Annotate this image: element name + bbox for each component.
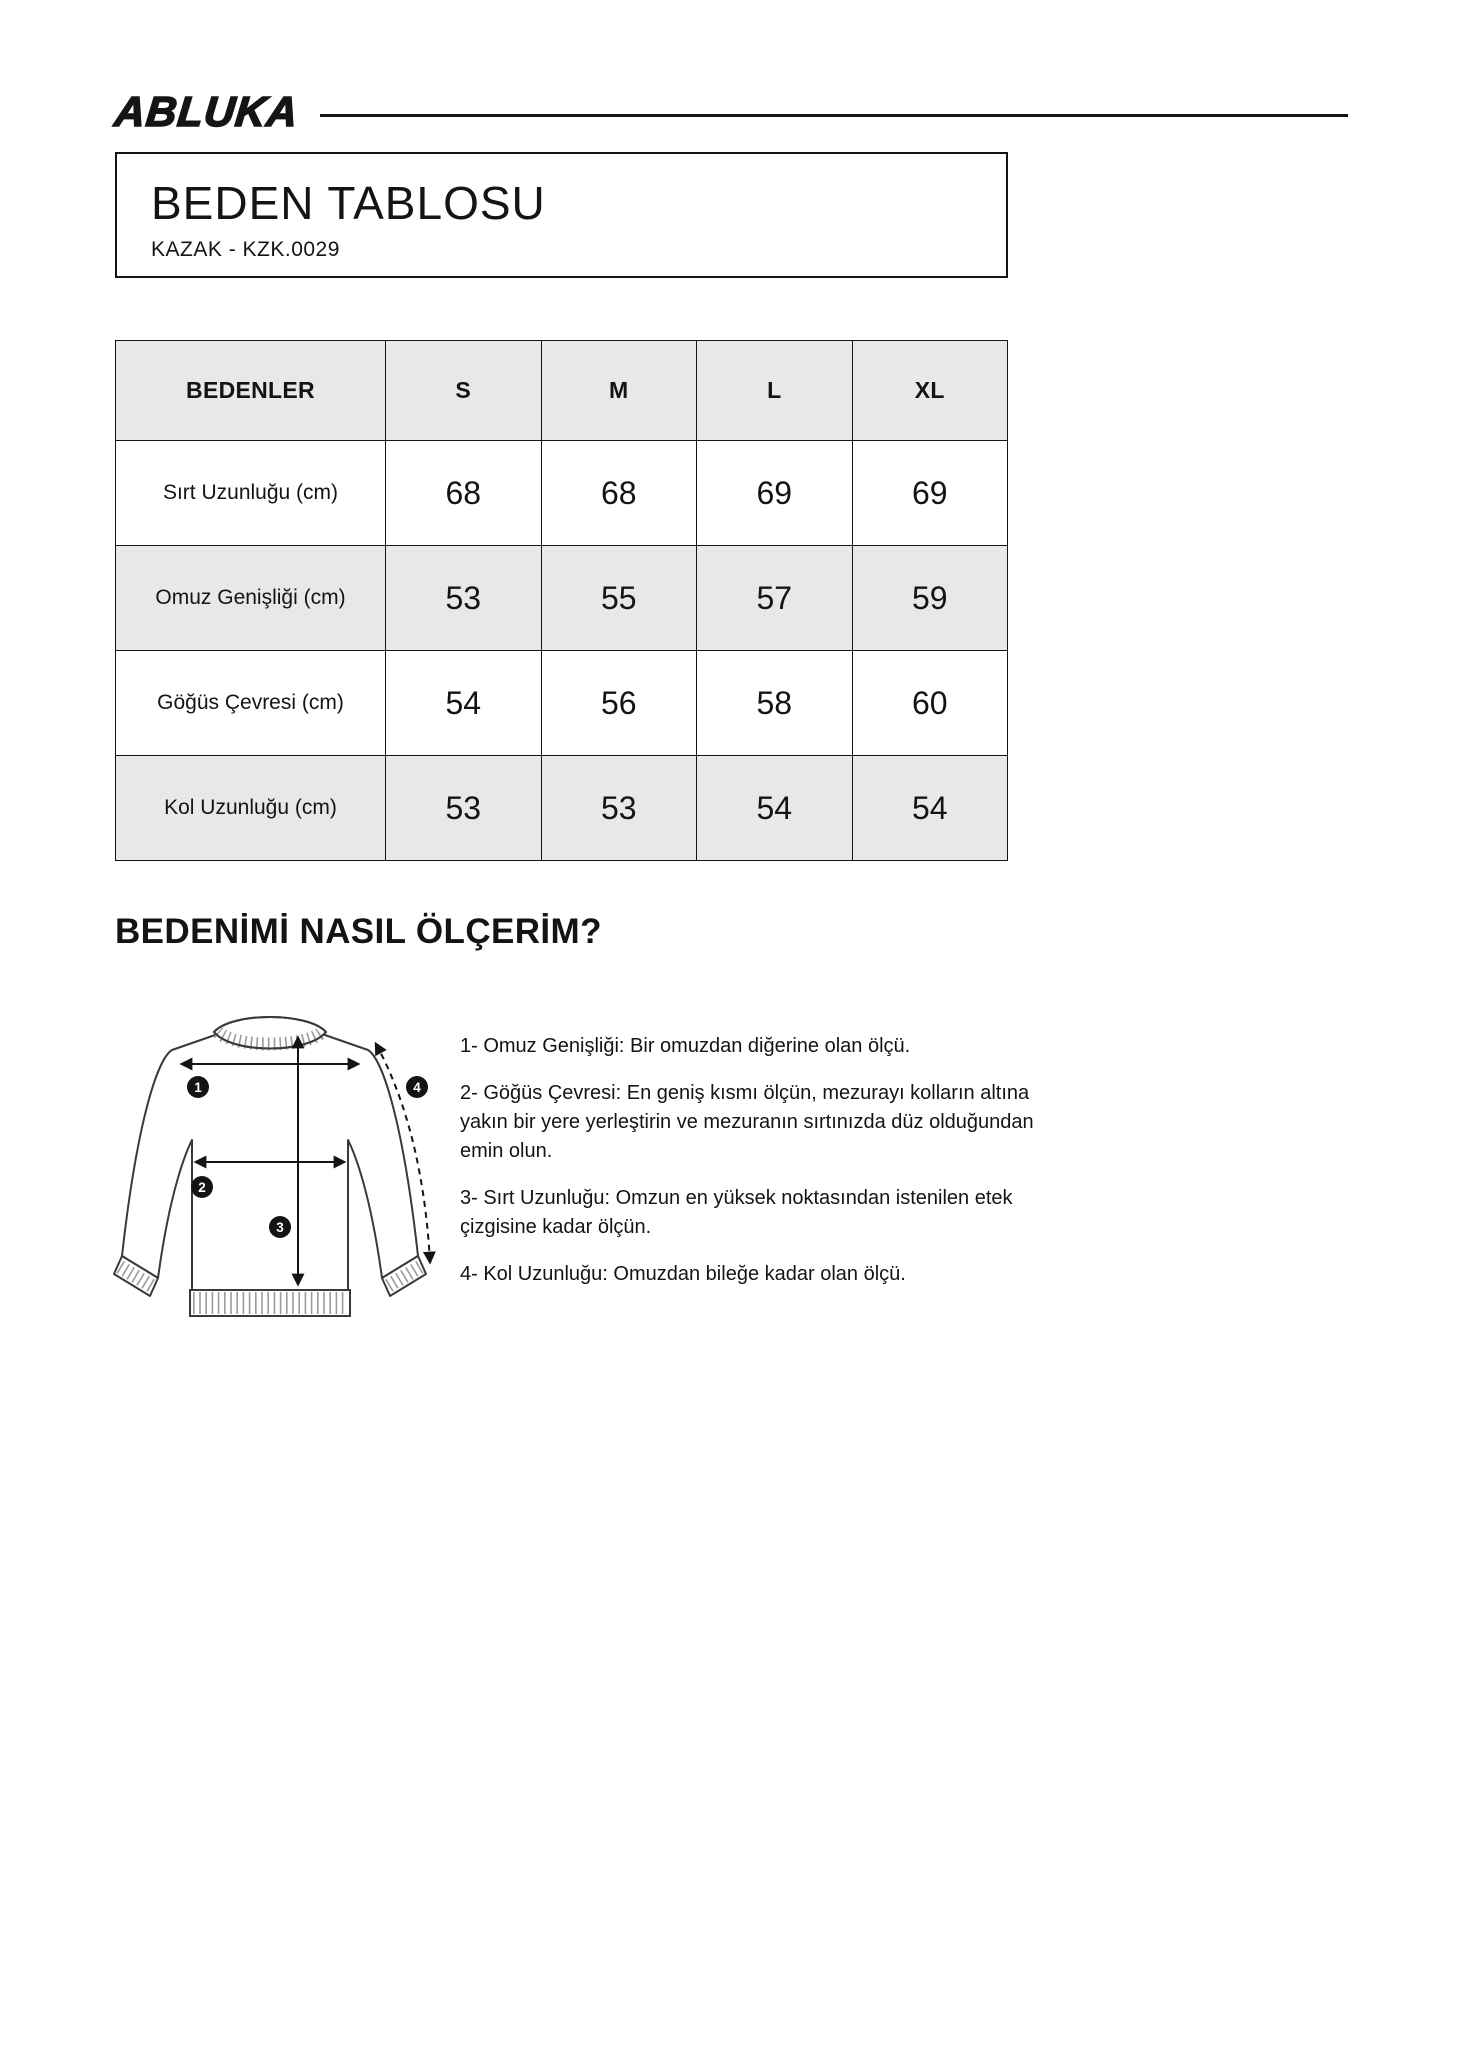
svg-text:3: 3 — [276, 1220, 284, 1235]
size-cell: 53 — [386, 546, 542, 651]
size-cell: 69 — [852, 441, 1008, 546]
title-box — [115, 152, 1008, 278]
size-cell: 56 — [541, 651, 697, 756]
col-header-sizes: BEDENLER — [116, 341, 386, 441]
size-cell: 68 — [386, 441, 542, 546]
size-table — [115, 340, 1008, 861]
table-row — [116, 546, 1008, 651]
col-header-xl: XL — [852, 341, 1008, 441]
instruction-sleeve-length: 4- Kol Uzunluğu: Omuzdan bileğe kadar olan ölçü. — [460, 1263, 906, 1285]
row-label: Sırt Uzunluğu (cm) — [116, 441, 386, 546]
diagram-marker-1 — [187, 1076, 209, 1098]
size-cell: 59 — [852, 546, 1008, 651]
hem-band — [190, 1290, 350, 1316]
col-header-s: S — [386, 341, 542, 441]
instruction-chest: 2- Göğüs Çevresi: En geniş kısmı ölçün, mezurayı kolların altına yakın bir yere yerleştirin ve mezuranın sırtınızda düz olduğundan emin olun. — [460, 1082, 1034, 1162]
measure-instructions — [460, 1032, 1050, 1307]
sweater-diagram — [90, 990, 450, 1375]
size-cell: 53 — [541, 756, 697, 861]
col-header-m: M — [541, 341, 697, 441]
measure-heading: BEDENİMİ NASIL ÖLÇERİM? — [115, 912, 602, 951]
size-cell: 55 — [541, 546, 697, 651]
size-cell: 57 — [697, 546, 853, 651]
svg-text:1: 1 — [194, 1080, 202, 1095]
table-row — [116, 651, 1008, 756]
size-cell: 54 — [852, 756, 1008, 861]
row-label: Göğüs Çevresi (cm) — [116, 651, 386, 756]
svg-text:4: 4 — [413, 1080, 421, 1095]
table-row — [116, 441, 1008, 546]
brand-logo: ABLUKA — [112, 88, 301, 135]
diagram-marker-3 — [269, 1216, 291, 1238]
row-label: Omuz Genişliği (cm) — [116, 546, 386, 651]
size-cell: 54 — [697, 756, 853, 861]
size-cell: 54 — [386, 651, 542, 756]
size-cell: 58 — [697, 651, 853, 756]
size-cell: 60 — [852, 651, 1008, 756]
table-row — [116, 756, 1008, 861]
header — [112, 88, 1348, 136]
instruction-back-length: 3- Sırt Uzunluğu: Omzun en yüksek noktasından istenilen etek çizgisine kadar ölçün. — [460, 1187, 1013, 1238]
diagram-marker-2 — [191, 1176, 213, 1198]
sweater-illustration-svg — [90, 990, 450, 1375]
product-code: KAZAK - KZK.0029 — [151, 238, 340, 261]
size-cell: 68 — [541, 441, 697, 546]
diagram-marker-4 — [406, 1076, 428, 1098]
size-cell: 69 — [697, 441, 853, 546]
page-title: BEDEN TABLOSU — [151, 177, 546, 229]
svg-text:2: 2 — [198, 1180, 206, 1195]
col-header-l: L — [697, 341, 853, 441]
row-label: Kol Uzunluğu (cm) — [116, 756, 386, 861]
instruction-shoulder: 1- Omuz Genişliği: Bir omuzdan diğerine olan ölçü. — [460, 1035, 911, 1057]
table-header-row — [116, 341, 1008, 441]
header-rule — [320, 114, 1348, 117]
size-cell: 53 — [386, 756, 542, 861]
